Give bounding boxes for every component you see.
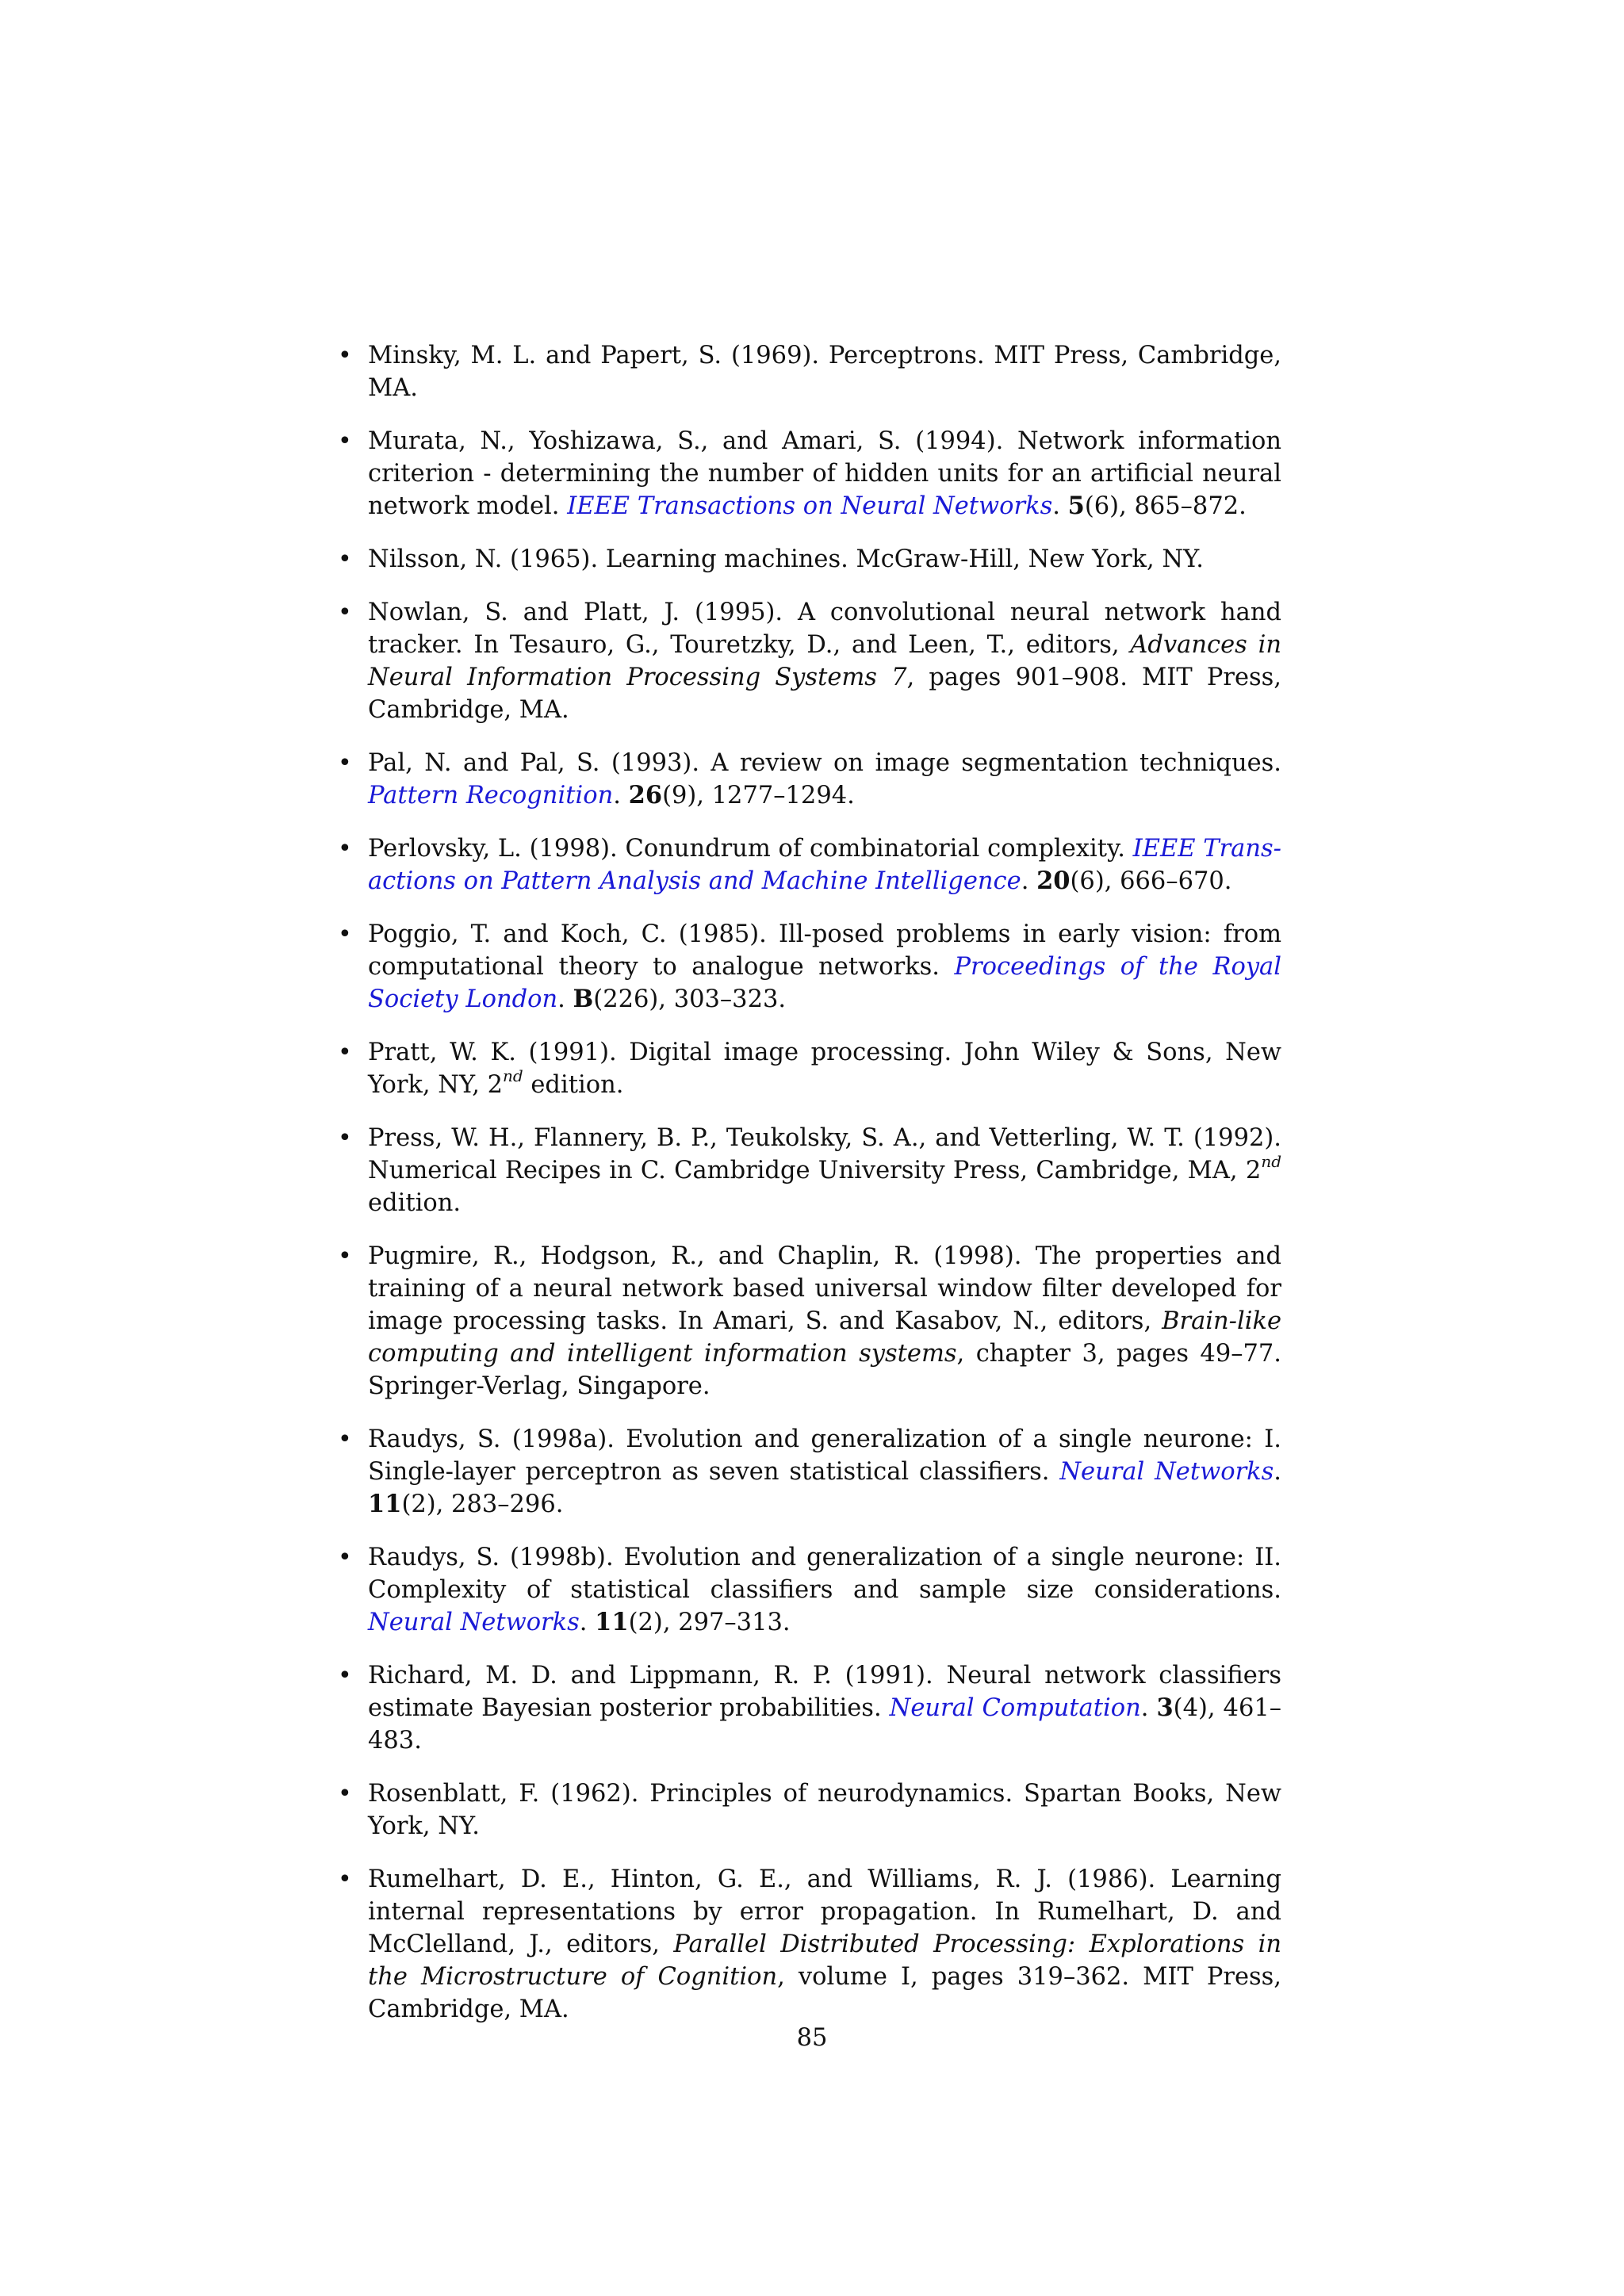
reference-text: Poggio, T. and Koch, C. (1985). Ill-posed problems in early vision: from computational theory to analogue networks. xyxy=(368,920,1281,981)
journal-link[interactable]: Neural Computation xyxy=(889,1694,1141,1722)
reference-text: Rumelhart, D. E., Hinton, G. E., and Williams, R. J. (1986). Learning internal representations by error propagation. In Rumelhart, D. and McClelland, J., editors, xyxy=(368,1866,1281,1958)
reference-text: Press, W. H., Flannery, B. P., Teukolsky, S. A., and Vetterling, W. T. (1992). Numerical Recipes in C. Cambridge University Press, Cambridge, MA, 2 xyxy=(368,1124,1281,1184)
reference-entry xyxy=(341,832,1281,897)
reference-text: . xyxy=(1140,1694,1157,1722)
journal-link[interactable]: Pattern Recognition xyxy=(368,782,614,809)
ordinal-superscript: nd xyxy=(1261,1152,1281,1171)
volume-number: 26 xyxy=(628,781,663,809)
reference-entry xyxy=(341,1863,1281,2026)
journal-link[interactable]: IEEE Transactions on Pattern Analysis and Machine Intelligence xyxy=(368,835,1281,895)
title-italic: Brain-like computing and intelligent information systems xyxy=(368,1307,1281,1368)
reference-text: Richard, M. D. and Lippmann, R. P. (1991). Neural network classifiers estimate Bayesian posterior probabilities. xyxy=(368,1662,1281,1722)
reference-entry xyxy=(341,1036,1281,1101)
title-italic: Parallel Distributed Processing: Explorations in the Microstructure of Cognition xyxy=(368,1931,1281,1991)
volume-number: 3 xyxy=(1156,1693,1174,1722)
reference-text: Pal, N. and Pal, S. (1993). A review on image segmentation techniques. xyxy=(368,749,1281,777)
volume-number: 11 xyxy=(595,1608,629,1636)
reference-text: . xyxy=(1052,492,1068,520)
reference-entry xyxy=(341,1541,1281,1639)
reference-entry xyxy=(341,747,1281,812)
journal-link[interactable]: Neural Networks xyxy=(1059,1458,1274,1486)
reference-entry xyxy=(341,1423,1281,1521)
reference-text: (9), 1277–1294. xyxy=(662,782,855,809)
ordinal-superscript: nd xyxy=(502,1066,523,1085)
reference-text: Perlovsky, L. (1998). Conundrum of combinatorial complexity. xyxy=(368,835,1133,863)
reference-list xyxy=(341,339,1281,2046)
reference-text: edition. xyxy=(368,1189,462,1217)
reference-text: Minsky, M. L. and Papert, S. (1969). Perceptrons. MIT Press, Cambridge, MA. xyxy=(368,342,1281,402)
page-number: 85 xyxy=(796,2024,828,2052)
reference-text: (2), 283–296. xyxy=(401,1490,564,1518)
reference-text: Pratt, W. K. (1991). Digital image processing. John Wiley & Sons, New York, NY, 2 xyxy=(368,1039,1281,1099)
reference-entry xyxy=(341,543,1281,576)
reference-text: , volume I, pages 319–362. MIT Press, Cambridge, MA. xyxy=(368,1963,1282,2023)
reference-text: Nilsson, N. (1965). Learning machines. McGraw-Hill, New York, NY. xyxy=(368,545,1205,573)
reference-entry xyxy=(341,1777,1281,1843)
journal-link[interactable]: IEEE Transactions on Neural Networks xyxy=(567,492,1053,520)
reference-text: Murata, N., Yoshizawa, S., and Amari, S. (1994). Network information criterion - determining the number of hidden units for an artificial neural network model. xyxy=(368,427,1281,520)
reference-entry xyxy=(341,425,1281,522)
reference-text: . xyxy=(613,782,629,809)
reference-entry xyxy=(341,339,1281,404)
reference-entry xyxy=(341,918,1281,1016)
reference-text: edition. xyxy=(523,1071,624,1099)
reference-text: Rosenblatt, F. (1962). Principles of neurodynamics. Spartan Books, New York, NY. xyxy=(368,1780,1281,1840)
reference-entry xyxy=(341,1122,1281,1219)
volume-number: 5 xyxy=(1067,492,1085,520)
reference-text: (6), 666–670. xyxy=(1070,867,1232,895)
reference-text: . xyxy=(557,985,573,1013)
reference-text: Raudys, S. (1998a). Evolution and generalization of a single neurone: I. Single-layer perceptron as seven statistical classifiers. xyxy=(368,1425,1281,1486)
volume-number: 11 xyxy=(368,1490,402,1518)
reference-text: , pages 901–908. MIT Press, Cambridge, MA. xyxy=(368,664,1282,724)
journal-link[interactable]: Neural Networks xyxy=(368,1609,580,1636)
reference-text: , chapter 3, pages 49–77. Springer-Verlag, Singapore. xyxy=(368,1340,1281,1400)
reference-text: Nowlan, S. and Platt, J. (1995). A convolutional neural network hand tracker. In Tesauro, G., Touretzky, D., and Leen, T., editors, xyxy=(368,599,1281,659)
reference-text: (4), 461–483. xyxy=(368,1694,1282,1755)
reference-text: (6), 865–872. xyxy=(1084,492,1247,520)
title-italic: Advances in Neural Information Processing Systems 7 xyxy=(368,631,1281,691)
reference-text: (226), 303–323. xyxy=(593,985,787,1013)
volume-number: B xyxy=(573,985,594,1013)
reference-text: (2), 297–313. xyxy=(628,1609,791,1636)
reference-entry xyxy=(341,1659,1281,1757)
reference-entry xyxy=(341,1240,1281,1402)
reference-text: . xyxy=(1021,867,1037,895)
reference-text: Pugmire, R., Hodgson, R., and Chaplin, R. (1998). The properties and training of a neural network based universal window filter developed for image processing tasks. In Amari, S. and Kasabov, N., editors, xyxy=(368,1242,1281,1335)
journal-link[interactable]: Proceedings of the Royal Society London xyxy=(368,953,1281,1013)
reference-text: Raudys, S. (1998b). Evolution and generalization of a single neurone: II. Complexity of statistical classifiers and sample size considerations. xyxy=(368,1544,1281,1604)
volume-number: 20 xyxy=(1036,867,1071,895)
reference-text: . xyxy=(579,1609,596,1636)
reference-entry xyxy=(341,596,1281,726)
reference-text: . xyxy=(1274,1458,1281,1486)
